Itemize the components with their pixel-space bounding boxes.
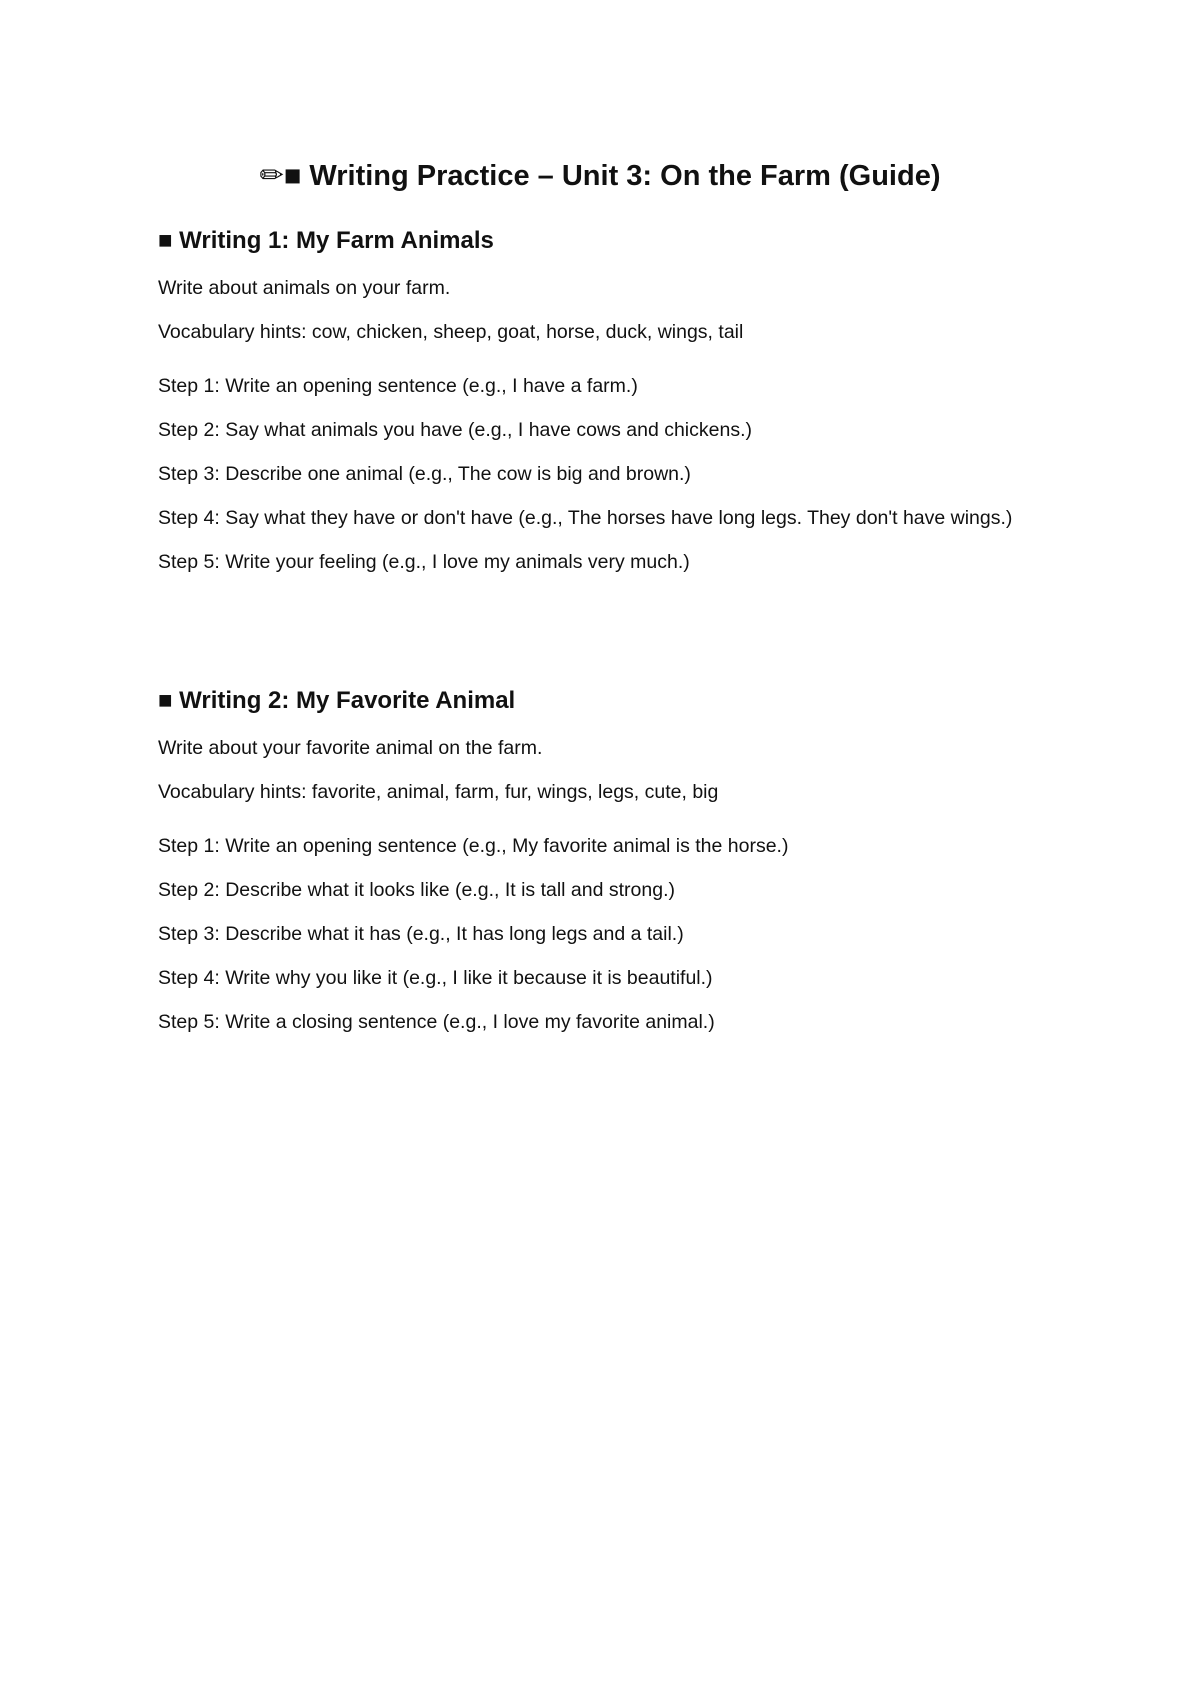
step-item: Step 2: Describe what it looks like (e.g., It is tall and strong.) — [158, 879, 675, 901]
writing-section-2 — [158, 686, 1038, 1050]
writing-section-1 — [158, 226, 1038, 590]
step-item: Step 4: Say what they have or don't have (e.g., The horses have long legs. They don't have wings.) — [158, 507, 1013, 529]
section-heading: ■ Writing 1: My Farm Animals — [158, 227, 494, 254]
step-item: Step 4: Write why you like it (e.g., I like it because it is beautiful.) — [158, 967, 713, 989]
step-item: Step 3: Describe what it has (e.g., It has long legs and a tail.) — [158, 923, 684, 945]
step-item: Step 1: Write an opening sentence (e.g., My favorite animal is the horse.) — [158, 835, 789, 857]
step-item: Step 1: Write an opening sentence (e.g., I have a farm.) — [158, 375, 638, 397]
page-title: ✏■ Writing Practice – Unit 3: On the Farm (Guide) — [259, 160, 941, 192]
step-item: Step 5: Write your feeling (e.g., I love my animals very much.) — [158, 551, 690, 573]
section-heading: ■ Writing 2: My Favorite Animal — [158, 687, 516, 714]
vocabulary-hints: Vocabulary hints: cow, chicken, sheep, goat, horse, duck, wings, tail — [158, 321, 744, 343]
step-list — [158, 830, 1038, 1038]
vocabulary-hints: Vocabulary hints: favorite, animal, farm, fur, wings, legs, cute, big — [158, 781, 719, 803]
step-item: Step 3: Describe one animal (e.g., The cow is big and brown.) — [158, 463, 691, 485]
step-list — [158, 370, 1038, 578]
writing-prompt: Write about animals on your farm. — [158, 277, 451, 299]
writing-prompt: Write about your favorite animal on the farm. — [158, 737, 543, 759]
step-item: Step 2: Say what animals you have (e.g., I have cows and chickens.) — [158, 419, 752, 441]
step-item: Step 5: Write a closing sentence (e.g., I love my favorite animal.) — [158, 1011, 715, 1033]
